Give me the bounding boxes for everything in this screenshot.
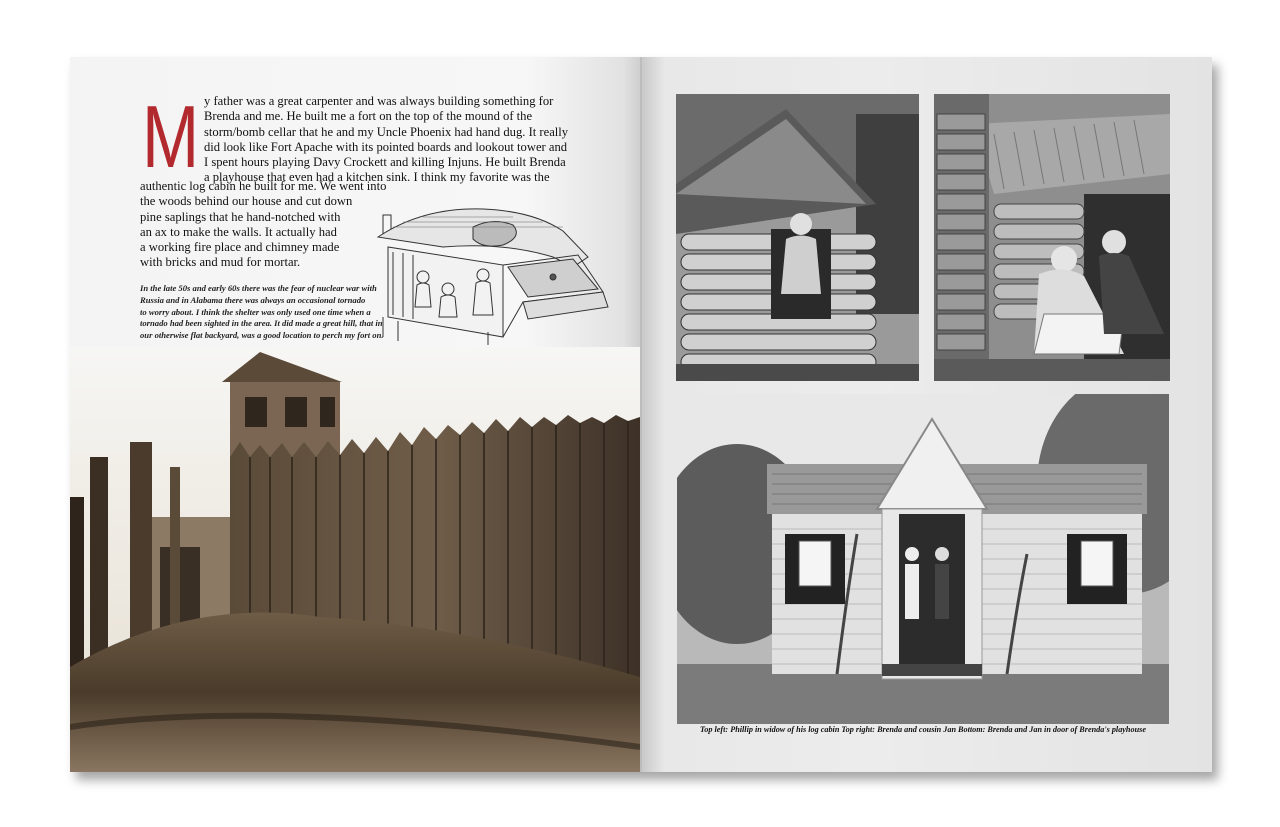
- text-line: a working fire place and chimney made: [140, 240, 340, 255]
- text-line: storm/bomb cellar that he and my Uncle Phoenix had hand dug. It really: [204, 124, 569, 139]
- note-line: In the late 50s and early 60s there was the fear of nuclear war with: [140, 283, 377, 293]
- story-paragraph-bottom: [140, 179, 386, 271]
- note-line: to worry about. I think the shelter was only used one time when a: [140, 306, 371, 317]
- story-paragraph-top: [204, 94, 568, 186]
- text-line: I spent hours playing Davy Crockett and killing Injuns. He built Brenda: [204, 155, 566, 170]
- text-line: did look like Fort Apache with its pointed boards and lookout tower and: [204, 139, 568, 154]
- text-line: a playhouse that even had a kitchen sink. I think my favorite was the: [204, 170, 550, 185]
- kids-cabin-photo: [934, 94, 1170, 381]
- drop-cap: M: [142, 87, 200, 186]
- magazine-spread: [70, 57, 1212, 772]
- note-line: Russia and in Alabama there was always an occasional tornado: [140, 294, 366, 305]
- text-line: an ax to make the walls. It actually had: [140, 224, 337, 239]
- text-line: y father was a great carpenter and was always building something for: [204, 94, 554, 108]
- playhouse-photo: [677, 394, 1169, 724]
- note-line: tornado had been sighted in the area. It did made a great hill, that in: [140, 318, 383, 329]
- text-line: with bricks and mud for mortar.: [140, 255, 301, 270]
- text-line: the woods behind our house and cut down: [140, 194, 353, 209]
- text-line: Brenda and me. He built me a fort on the top of the mound of the: [204, 109, 533, 124]
- fort-photo: [70, 347, 640, 772]
- left-page: [70, 57, 640, 772]
- text-line: authentic log cabin he built for me. We went into: [140, 179, 387, 193]
- log-cabin-photo: [676, 94, 919, 381]
- note-line: our otherwise flat backyard, was a good location to perch my fort on.: [140, 330, 384, 341]
- photo-caption: Top left: Phillip in widow of his log cabin Top right: Brenda and cousin Jan Bottom: Brenda and Jan in door of Brenda's playhouse: [700, 725, 1146, 734]
- text-line: pine saplings that he hand-notched with: [140, 209, 341, 224]
- storm-cellar-sketch: [363, 197, 618, 347]
